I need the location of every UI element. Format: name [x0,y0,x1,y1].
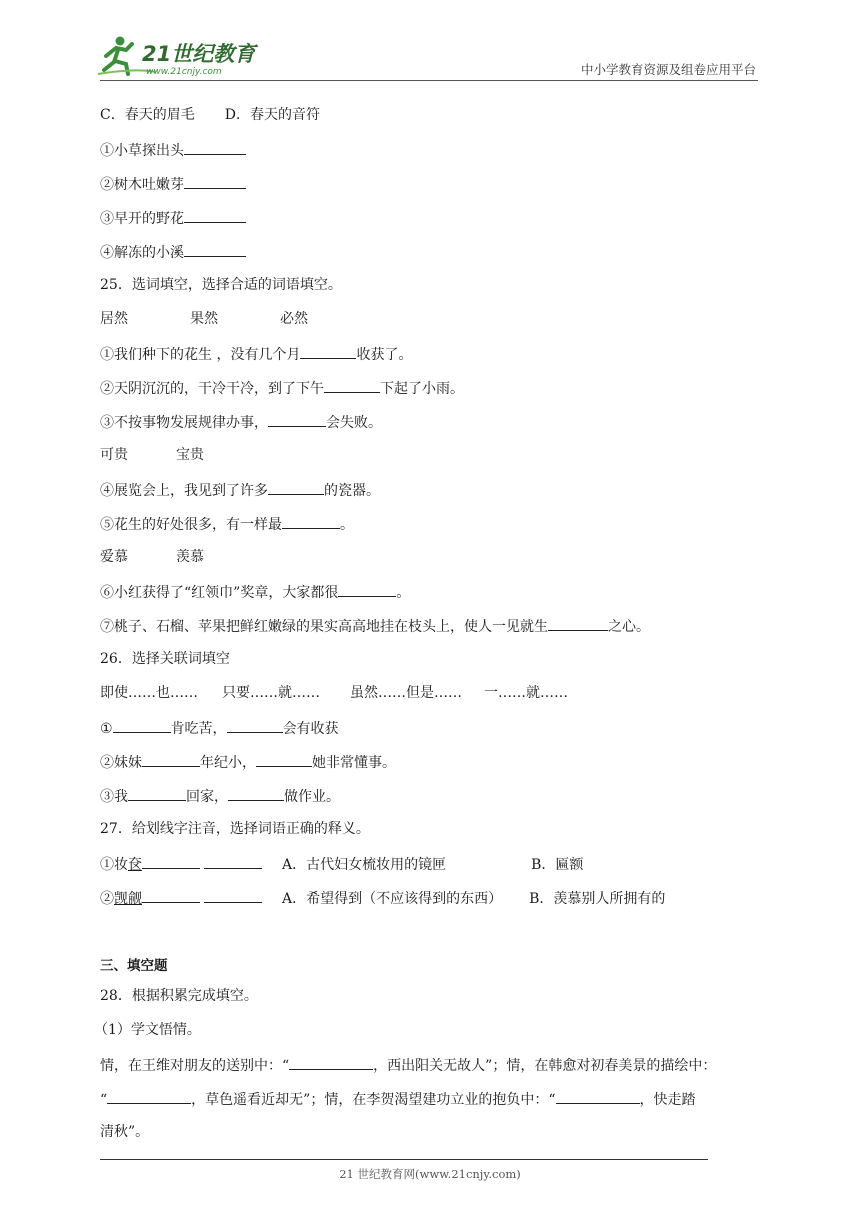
q25-item-5-tail: 。 [340,517,354,533]
q24-item-1 [100,140,246,160]
q25-word-group-1 [100,310,308,328]
answer-blank[interactable] [142,752,200,767]
q26-item-3-mid: 回家， [186,789,228,805]
q25-item-7 [100,616,650,636]
q27-item-1-option-a: A．古代妇女梳妆用的镜匣 [282,857,447,873]
logo-url: www.21cnjy.com [146,67,222,77]
q26-item-1 [100,718,339,738]
q26-item-2-mid: 年纪小， [200,755,256,771]
q25-item-7-text: ⑦桃子、石榴、苹果把鲜红嫩绿的果实高高地挂在枝头上，使人一见就生 [100,619,548,635]
q27-item-2-num: ② [100,891,114,907]
answer-blank[interactable] [324,378,380,393]
q24-item-1-text: ①小草探出头 [100,143,184,159]
word-option: 居然 [100,311,128,327]
answer-blank[interactable] [300,344,356,359]
q24-item-3-text: ③早开的野花 [100,211,184,227]
pinyin-blank[interactable] [142,854,200,869]
conjunction-option: 即使……也…… [100,685,198,701]
q26-item-3-tail: 做作业。 [284,789,340,805]
underlined-char: 奁 [128,857,142,873]
answer-blank[interactable] [184,208,246,223]
meaning-blank[interactable] [204,888,262,903]
section-heading: 三、填空题 [100,958,168,974]
q25-item-3-tail: 会失败。 [326,415,382,431]
conjunction-option: 虽然……但是…… [350,685,462,701]
answer-blank[interactable] [268,412,326,427]
q28-paragraph-line-3: 清秋”。 [100,1124,150,1140]
q28-title: 28．根据积累完成填空。 [100,988,258,1004]
answer-blank[interactable] [268,480,324,495]
q25-item-2-tail: 下起了小雨。 [380,381,464,397]
answer-blank[interactable] [228,786,284,801]
q24-item-2 [100,174,246,194]
answer-blank[interactable] [556,1089,640,1104]
q25-item-4 [100,480,380,500]
q25-item-2 [100,378,464,398]
q25-word-group-3 [100,548,204,566]
q25-item-1-text: ①我们种下的花生 ，没有几个月 [100,347,301,363]
footer-text[interactable]: 21 世纪教育网(www.21cnjy.com) [339,1167,521,1181]
q24-option-c: C．春天的眉毛 [100,107,195,123]
q28-subheading: （1）学文悟情。 [94,1022,201,1038]
answer-blank[interactable] [184,140,246,155]
q26-conjunction-options [100,684,568,702]
word-option: 果然 [190,311,218,327]
answer-blank[interactable] [107,1089,191,1104]
q27-item-2-option-b: B．羡慕别人所拥有的 [529,891,666,907]
q25-item-3-text: ③不按事物发展规律办事， [100,415,268,431]
site-logo[interactable] [96,34,266,78]
word-option: 必然 [280,311,308,327]
q25-item-4-text: ④展览会上，我见到了许多 [100,483,268,499]
q26-item-3 [100,786,340,806]
q27-item-1 [100,854,583,874]
logo-wordmark: 21世纪教育 [142,42,256,66]
word-option: 爱慕 [100,549,128,565]
q28-text: 情，在王维对朋友的送别中：“ [100,1058,290,1074]
answer-blank[interactable] [227,718,283,733]
q28-text: ，快走踏 [639,1092,696,1108]
q25-item-4-tail: 的瓷器。 [324,483,380,499]
answer-blank[interactable] [548,616,608,631]
answer-blank[interactable] [338,582,396,597]
answer-blank[interactable] [289,1055,373,1070]
q28-text: ，草色遥看近却无”；情，在李贺渴望建功立业的抱负中：“ [191,1092,556,1108]
q28-text: “ [100,1092,108,1108]
q25-item-1 [100,344,412,364]
q26-item-1-mid: 肯吃苦， [170,721,227,737]
q28-text: ，西出阳关无故人”；情，在韩愈对初春美景的描绘中： [373,1058,717,1074]
underlined-word: 觊觎 [114,891,142,907]
q26-title: 26．选择关联词填空 [100,651,230,667]
conjunction-option: 只要……就…… [222,685,320,701]
q26-item-1-tail: 会有收获 [282,721,339,737]
q27-item-2-option-a: A．希望得到（不应该得到的东西） [282,891,503,907]
pinyin-blank[interactable] [142,888,200,903]
word-option: 羡慕 [176,549,204,565]
q27-item-1-option-b: B．匾额 [531,857,584,873]
q25-word-group-2 [100,446,204,464]
q27-title: 27．给划线字注音，选择词语正确的释义。 [100,821,370,837]
answer-blank[interactable] [113,718,171,733]
q24-item-4-text: ④解冻的小溪 [100,245,184,261]
q26-item-2-num: ②妹妹 [100,755,142,771]
platform-name: 中小学教育资源及组卷应用平台 [580,62,756,77]
q25-item-6 [100,582,410,602]
q24-options-cd [100,106,320,124]
q25-title: 25．选词填空，选择合适的词语填空。 [100,277,342,293]
q25-item-6-tail: 。 [396,585,411,601]
footer-divider [100,1159,708,1160]
meaning-blank[interactable] [204,854,262,869]
q26-item-2-tail: 她非常懂事。 [312,755,396,771]
q27-item-1-word: ①妆 [100,857,128,873]
answer-blank[interactable] [128,786,186,801]
q25-item-1-tail: 收获了。 [356,347,413,363]
q25-item-5 [100,514,354,534]
q25-item-3 [100,412,382,432]
q25-item-6-text: ⑥小红获得了“红领巾”奖章，大家都很 [100,585,339,601]
q24-item-2-text: ②树木吐嫩芽 [100,177,184,193]
q26-item-1-num: ① [100,721,113,737]
q24-item-3 [100,208,246,228]
q25-item-5-text: ⑤花生的好处很多，有一样最 [100,517,282,533]
q24-item-4 [100,242,246,262]
word-option: 可贵 [100,447,128,463]
conjunction-option: 一……就…… [484,685,568,701]
header-divider [100,80,758,81]
word-option: 宝贵 [176,447,204,463]
q27-item-2 [100,888,665,908]
q25-item-7-tail: 之心。 [608,619,650,635]
q25-item-2-text: ②天阴沉沉的，干冷干冷，到了下午 [100,381,324,397]
answer-blank[interactable] [184,174,246,189]
q26-item-3-num: ③我 [100,789,128,805]
answer-blank[interactable] [282,514,340,529]
q28-paragraph-line-2 [100,1089,696,1109]
q24-option-d: D．春天的音符 [224,107,320,123]
page-header [0,0,860,82]
answer-blank[interactable] [256,752,312,767]
q28-paragraph-line-1 [100,1055,716,1075]
answer-blank[interactable] [184,242,246,257]
runner-logo-icon [96,34,266,78]
q26-item-2 [100,752,396,772]
